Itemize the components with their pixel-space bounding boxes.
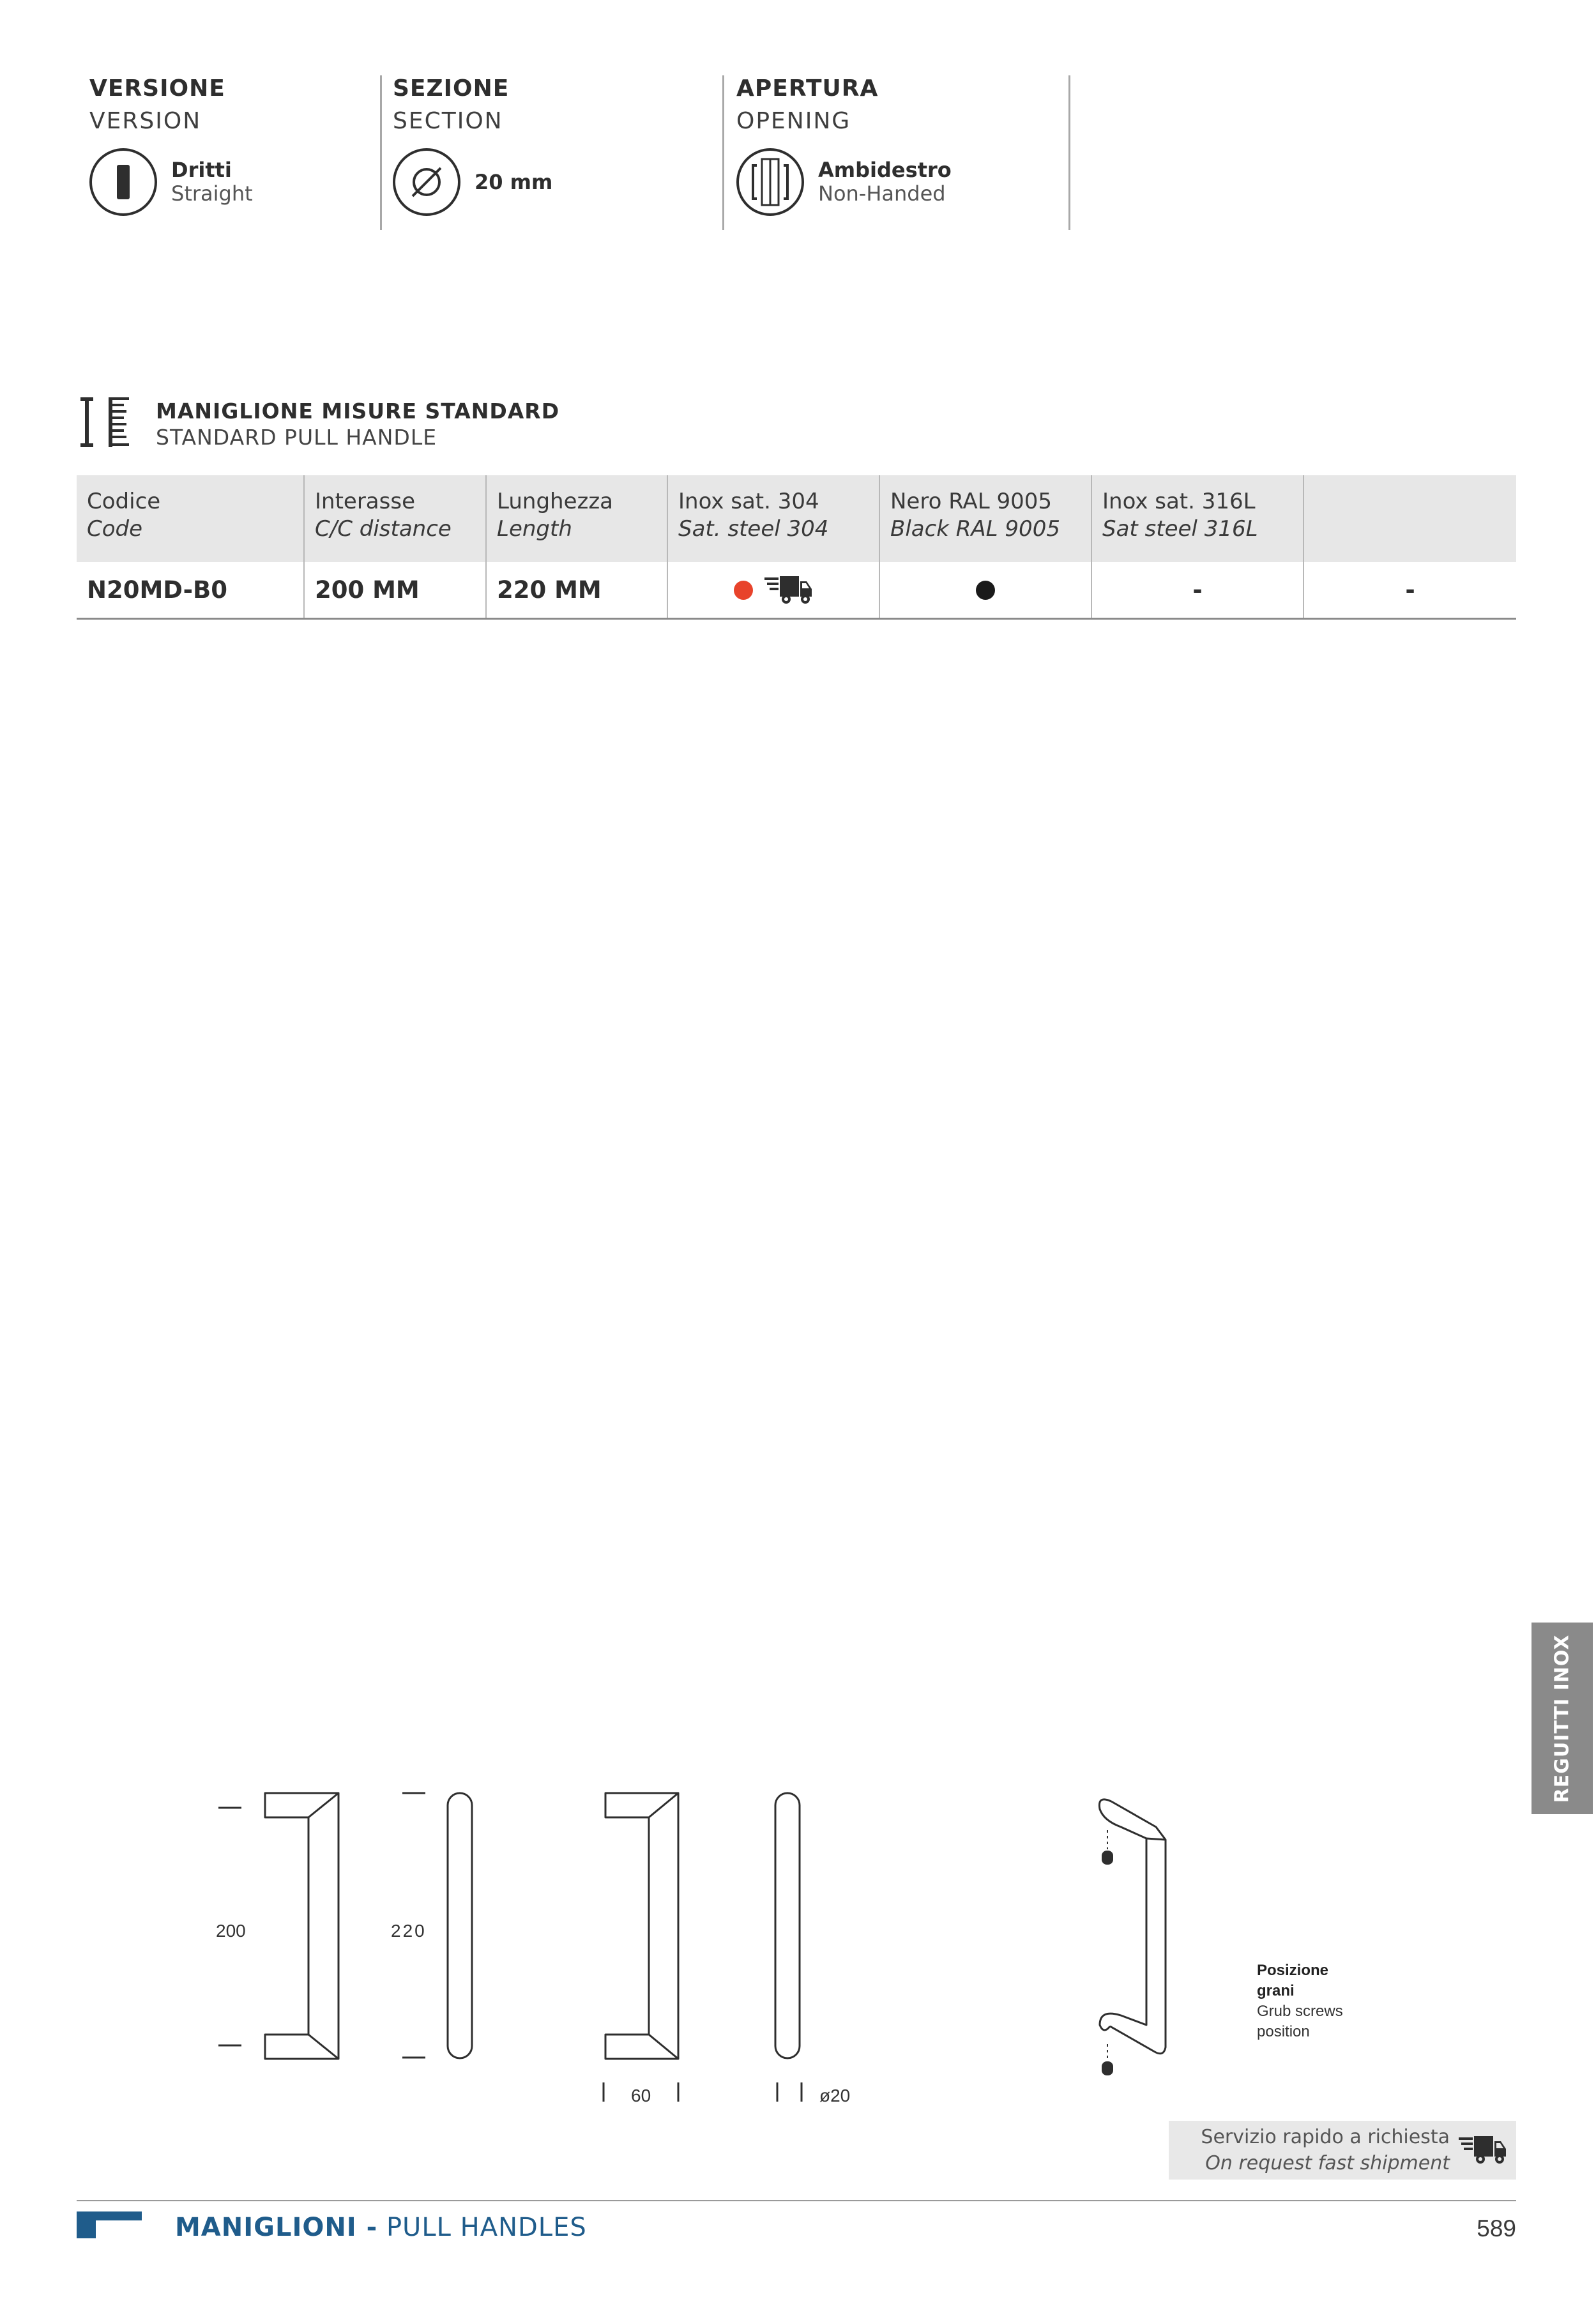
grub-label-en-2: position	[1257, 2023, 1310, 2040]
row-inox-304	[667, 562, 879, 618]
version-value-en: Straight	[171, 181, 253, 206]
door-non-handed-icon	[736, 148, 804, 216]
attribute-version	[89, 75, 370, 230]
dim-depth-label: 60	[631, 2086, 651, 2105]
table-row	[77, 562, 1516, 620]
opening-subtitle: OPENING	[736, 108, 851, 134]
table-header-row	[77, 475, 1516, 562]
opening-value-it: Ambidestro	[818, 158, 952, 183]
attribute-divider	[380, 75, 382, 230]
table-header-empty	[1303, 475, 1516, 562]
version-value-it: Dritti	[171, 158, 232, 183]
shipment-text-en: On request fast shipment	[1205, 2152, 1450, 2174]
table-header-cc-distance: Interasse C/C distance	[303, 475, 485, 562]
footer-title-light: PULL HANDLES	[386, 2213, 587, 2242]
brand-logo-icon	[77, 2211, 142, 2238]
table-header-length: Lunghezza Length	[485, 475, 667, 562]
attribute-divider	[722, 75, 724, 230]
table-header-inox-316l: Inox sat. 316L Sat steel 316L	[1091, 475, 1303, 562]
attribute-divider	[1068, 75, 1070, 230]
availability-dot-black	[976, 581, 995, 600]
product-section-header	[77, 396, 559, 452]
dim-cc-label: 200	[216, 1921, 246, 1941]
row-nero-9005	[879, 562, 1091, 618]
section-title-label: SEZIONE	[393, 75, 510, 102]
version-subtitle: VERSION	[89, 108, 202, 134]
grub-label-en-1: Grub screws	[1257, 2003, 1343, 2020]
page-number: 589	[1477, 2215, 1516, 2242]
row-cc-distance: 200 MM	[303, 562, 485, 618]
category-side-tab[interactable]	[1531, 1623, 1593, 1814]
fast-shipment-note	[1169, 2121, 1516, 2180]
table-header-nero-9005: Nero RAL 9005 Black RAL 9005	[879, 475, 1091, 562]
opening-title: APERTURA	[736, 75, 879, 102]
pull-handle-icon	[77, 396, 130, 452]
attribute-section	[393, 75, 712, 230]
footer-title-bold: MANIGLIONI -	[175, 2213, 378, 2242]
table-header-inox-304: Inox sat. 304 Sat. steel 304	[667, 475, 879, 562]
footer-divider	[77, 2200, 1516, 2201]
version-title: VERSIONE	[89, 75, 225, 102]
table-header-code: Codice Code	[87, 489, 161, 542]
shipment-text-it: Servizio rapido a richiesta	[1201, 2126, 1450, 2148]
section-subtitle-label: SECTION	[393, 108, 503, 134]
section-value: 20 mm	[475, 169, 553, 194]
attribute-opening	[736, 75, 1056, 230]
grub-label-it-2: grani	[1257, 1982, 1295, 1999]
row-extra: -	[1303, 562, 1516, 618]
truck-icon	[764, 575, 813, 606]
product-table	[77, 475, 1516, 620]
row-length: 220 MM	[485, 562, 667, 618]
grub-label-it-1: Posizione	[1257, 1962, 1329, 1979]
technical-drawing	[0, 1725, 1596, 2108]
straight-icon	[89, 148, 157, 216]
row-code: N20MD-B0	[87, 576, 227, 604]
footer-title	[175, 2213, 587, 2242]
section-title-sub: STANDARD PULL HANDLE	[156, 424, 437, 450]
diameter-icon	[393, 148, 460, 216]
dim-length-label: 220	[391, 1921, 427, 1941]
availability-dot-orange	[734, 581, 753, 600]
section-title-main: MANIGLIONE MISURE STANDARD	[156, 398, 560, 424]
dim-diameter-label: ø20	[819, 2086, 851, 2105]
side-tab-label: REGUITTI INOX	[1551, 1634, 1574, 1803]
opening-value-en: Non-Handed	[818, 181, 946, 206]
row-inox-316l: -	[1091, 562, 1303, 618]
truck-icon	[1459, 2135, 1507, 2165]
